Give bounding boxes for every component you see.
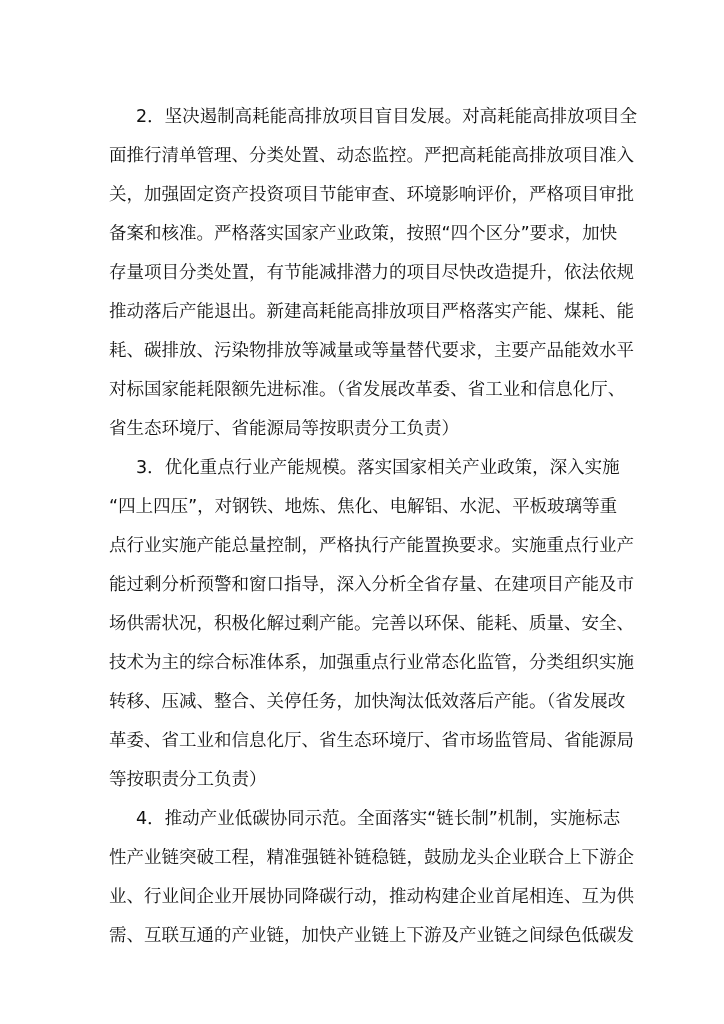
text-line: 对标国家能耗限额先进标准。（省发展改革委、省工业和信息化厅、 bbox=[109, 380, 626, 400]
text-line: 省生态环境厅、省能源局等按职责分工负责） bbox=[109, 419, 459, 439]
text-line: 等按职责分工负责） bbox=[109, 770, 267, 790]
text-line: 能过剩分析预警和窗口指导，深入分析全省存量、在建项目产能及市 bbox=[109, 575, 634, 595]
text-line: 性产业链突破工程，精准强链补链稳链，鼓励龙头企业联合上下游企 bbox=[109, 848, 634, 868]
text-line: 革委、省工业和信息化厅、省生态环境厅、省市场监管局、省能源局 bbox=[109, 731, 634, 751]
text-line: 存量项目分类处置，有节能减排潜力的项目尽快改造提升，依法依规 bbox=[109, 263, 634, 283]
text-line: 推动落后产能退出。新建高耗能高排放项目严格落实产能、煤耗、能 bbox=[109, 302, 634, 322]
text-line: 2．坚决遏制高耗能高排放项目盲目发展。对高耗能高排放项目全 bbox=[136, 107, 638, 127]
text-line: 需、互联互通的产业链，加快产业链上下游及产业链之间绿色低碳发 bbox=[109, 926, 634, 946]
text-line: 4．推动产业低碳协同示范。全面落实“链长制”机制，实施标志 bbox=[136, 809, 621, 829]
text-line: 场供需状况，积极化解过剩产能。完善以环保、能耗、质量、安全、 bbox=[109, 614, 634, 634]
text-line: 耗、碳排放、污染物排放等减量或等量替代要求，主要产品能效水平 bbox=[109, 341, 634, 361]
text-line: “四上四压”，对钢铁、地炼、焦化、电解铝、水泥、平板玻璃等重 bbox=[109, 497, 618, 517]
text-line: 点行业实施产能总量控制，严格执行产能置换要求。实施重点行业产 bbox=[109, 536, 634, 556]
text-line: 业、行业间企业开展协同降碳行动，推动构建企业首尾相连、互为供 bbox=[109, 887, 634, 907]
text-line: 技术为主的综合标准体系，加强重点行业常态化监管，分类组织实施 bbox=[109, 653, 634, 673]
text-line: 关，加强固定资产投资项目节能审查、环境影响评价，严格项目审批 bbox=[109, 185, 634, 205]
text-line: 转移、压减、整合、关停任务，加快淘汰低效落后产能。（省发展改 bbox=[109, 692, 626, 712]
text-line: 3．优化重点行业产能规模。落实国家相关产业政策，深入实施 bbox=[136, 458, 620, 478]
text-line: 备案和核准。严格落实国家产业政策，按照“四个区分”要求，加快 bbox=[109, 224, 618, 244]
text-line: 面推行清单管理、分类处置、动态监控。严把高耗能高排放项目准入 bbox=[109, 146, 634, 166]
